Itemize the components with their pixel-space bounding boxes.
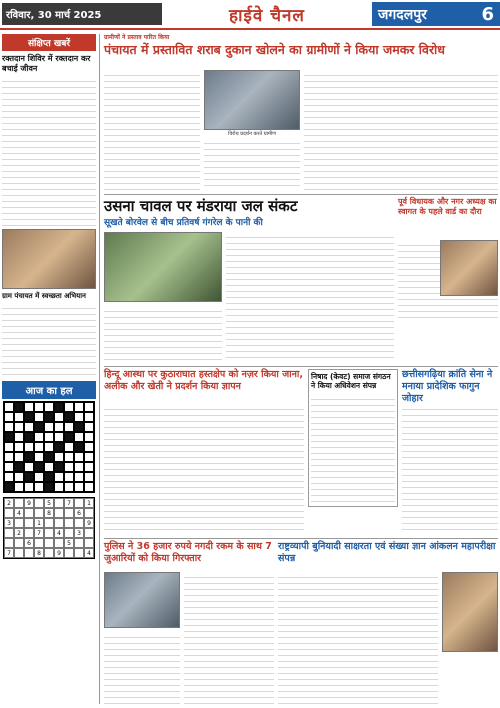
- crossword-cell: [24, 452, 34, 462]
- crossword-cell: [4, 442, 14, 452]
- crossword-cell: [14, 482, 24, 492]
- sudoku-cell: [54, 498, 64, 508]
- left-story-headline: रक्तदान शिविर में रक्तदान कर बचाई जीवन: [2, 54, 91, 73]
- fagun-story-text: [402, 404, 498, 534]
- crossword-cell: [14, 422, 24, 432]
- crossword-cell: [84, 422, 94, 432]
- sudoku-cell: 5: [44, 498, 54, 508]
- vidya-story: [278, 541, 498, 565]
- top-story-text-3: [304, 70, 498, 190]
- sudoku-cell: 7: [64, 498, 74, 508]
- sudoku-cell: [24, 518, 34, 528]
- water-story-text: [226, 232, 394, 362]
- crossword-cell: [54, 472, 64, 482]
- crossword-cell: [4, 472, 14, 482]
- crossword-cell: [74, 462, 84, 472]
- crossword-cell: [34, 482, 44, 492]
- crossword-cell: [54, 442, 64, 452]
- crossword-cell: [24, 462, 34, 472]
- sudoku-grid: [3, 497, 95, 559]
- crossword-grid: [3, 401, 95, 493]
- crossword-cell: [64, 422, 74, 432]
- sudoku-cell: 2: [14, 528, 24, 538]
- crossword-cell: [64, 452, 74, 462]
- water-story-subhead: सूखते बोरवेल से बीच प्रतिवर्ष गंगरेल के पानी की: [104, 217, 263, 228]
- crossword-cell: [44, 472, 54, 482]
- top-story-kicker: ग्रामीणों ने प्रस्ताव पारित किया: [104, 34, 170, 41]
- crossword-cell: [24, 442, 34, 452]
- crossword-cell: [44, 402, 54, 412]
- crossword-cell: [64, 442, 74, 452]
- sudoku-cell: [14, 548, 24, 558]
- crossword-cell: [4, 402, 14, 412]
- crossword-cell: [34, 452, 44, 462]
- mla-story-headline: पूर्व विधायक और नगर अध्यक्ष का स्वागत के पहले वार्ड का दौरा: [398, 197, 497, 216]
- sudoku-cell: [24, 528, 34, 538]
- crossword-cell: [64, 402, 74, 412]
- puzzle-section: [2, 381, 96, 559]
- sudoku-cell: 1: [34, 518, 44, 528]
- sudoku-cell: 4: [84, 548, 94, 558]
- sudoku-cell: [64, 528, 74, 538]
- sudoku-cell: [64, 548, 74, 558]
- sudoku-cell: [84, 508, 94, 518]
- crossword-cell: [34, 432, 44, 442]
- sudoku-cell: [34, 508, 44, 518]
- top-story-col2: [204, 70, 300, 190]
- masthead: [0, 0, 500, 30]
- box-story-headline: निषाद (केवट) समाज संगठन ने किया अधिवेशन संपन्न: [311, 372, 391, 391]
- top-story-text-2: [204, 138, 300, 190]
- crossword-cell: [84, 462, 94, 472]
- box-story: [308, 369, 398, 507]
- sudoku-cell: 6: [74, 508, 84, 518]
- sudoku-cell: [24, 548, 34, 558]
- crossword-cell: [44, 462, 54, 472]
- police-story-text: [184, 572, 274, 704]
- sudoku-cell: 2: [4, 498, 14, 508]
- left-story-body: [2, 76, 96, 226]
- crossword-cell: [74, 442, 84, 452]
- crossword-cell: [34, 462, 44, 472]
- sudoku-cell: 9: [24, 498, 34, 508]
- crossword-cell: [34, 402, 44, 412]
- crossword-cell: [14, 462, 24, 472]
- left-column: [2, 34, 100, 704]
- sudoku-cell: [74, 498, 84, 508]
- sudoku-cell: [64, 508, 74, 518]
- sudoku-cell: [24, 508, 34, 518]
- crossword-cell: [24, 482, 34, 492]
- sudoku-cell: [44, 518, 54, 528]
- crossword-cell: [24, 402, 34, 412]
- water-story-text-2: [104, 306, 222, 362]
- sudoku-cell: [4, 528, 14, 538]
- sudoku-cell: 5: [64, 538, 74, 548]
- crossword-cell: [84, 442, 94, 452]
- crossword-cell: [14, 452, 24, 462]
- crossword-cell: [74, 402, 84, 412]
- crossword-cell: [74, 432, 84, 442]
- crossword-cell: [64, 482, 74, 492]
- sudoku-cell: [44, 548, 54, 558]
- crossword-cell: [4, 422, 14, 432]
- top-story-col1: [104, 70, 200, 190]
- sudoku-cell: [84, 538, 94, 548]
- crossword-cell: [64, 472, 74, 482]
- sudoku-cell: [14, 518, 24, 528]
- crossword-cell: [74, 412, 84, 422]
- sudoku-cell: [14, 498, 24, 508]
- crime-story-headline: हिन्दू आस्था पर कुठाराघात हस्तक्षेप को नज़र किया जाना, अलीक और खेती ने प्रदर्शन किया ज्ञापन: [104, 369, 303, 392]
- police-story-headline: पुलिस ने 36 हजार रुपये नगदी रकम के साथ 7 जुआरियों को किया गिरफ्तार: [104, 541, 272, 564]
- crossword-cell: [34, 412, 44, 422]
- police-story-text-2: [104, 632, 180, 704]
- top-story-photo: [204, 70, 300, 130]
- crossword-cell: [14, 402, 24, 412]
- crossword-cell: [44, 442, 54, 452]
- sudoku-cell: 4: [14, 508, 24, 518]
- crossword-cell: [44, 452, 54, 462]
- crossword-cell: [84, 482, 94, 492]
- crossword-cell: [54, 412, 64, 422]
- water-story-headline: उसना चावल पर मंडराया जल संकट: [104, 197, 298, 215]
- crossword-cell: [4, 412, 14, 422]
- crossword-cell: [54, 482, 64, 492]
- crossword-cell: [54, 452, 64, 462]
- crossword-cell: [4, 452, 14, 462]
- sudoku-cell: [74, 538, 84, 548]
- edition-label: [372, 2, 500, 26]
- sudoku-cell: 4: [54, 528, 64, 538]
- crossword-cell: [24, 472, 34, 482]
- sudoku-cell: [54, 538, 64, 548]
- vidya-story-headline: राष्ट्रव्यापी बुनियादी साक्षरता एवं संख्या ज्ञान आंकलन महापरीक्षा संपन्न: [278, 541, 496, 564]
- sudoku-cell: [4, 508, 14, 518]
- sudoku-cell: 7: [34, 528, 44, 538]
- sudoku-cell: [74, 548, 84, 558]
- crime-story-text: [104, 404, 304, 534]
- sudoku-cell: [34, 538, 44, 548]
- sudoku-cell: 7: [4, 548, 14, 558]
- crossword-cell: [84, 402, 94, 412]
- crossword-cell: [84, 432, 94, 442]
- left-story-photo: [2, 229, 96, 289]
- sudoku-cell: [54, 508, 64, 518]
- crossword-cell: [4, 482, 14, 492]
- issue-date: रविवार, 30 मार्च 2025: [2, 3, 162, 25]
- sudoku-cell: 8: [44, 508, 54, 518]
- crossword-cell: [34, 442, 44, 452]
- police-story-photo: [104, 572, 180, 628]
- sudoku-cell: [74, 518, 84, 528]
- sudoku-cell: [44, 528, 54, 538]
- top-story-headline: पंचायत में प्रस्तावित शराब दुकान खोलने का ग्रामीणों ने किया जमकर विरोध: [104, 41, 445, 57]
- crossword-cell: [74, 482, 84, 492]
- crossword-cell: [44, 432, 54, 442]
- edition-city: जगदलपुर: [378, 6, 427, 23]
- fagun-story-headline: छत्तीसगढ़िया क्रांति सेना ने मनाया प्रादेशिक फागुन जोहार: [402, 369, 493, 404]
- crossword-cell: [44, 412, 54, 422]
- sudoku-cell: [44, 538, 54, 548]
- crossword-cell: [24, 422, 34, 432]
- crossword-cell: [74, 472, 84, 482]
- top-story-text-1: [104, 70, 200, 190]
- top-story: [104, 34, 498, 57]
- crossword-cell: [24, 432, 34, 442]
- top-story-caption: विरोध प्रदर्शन करते ग्रामीण: [228, 131, 276, 137]
- crossword-cell: [24, 412, 34, 422]
- sudoku-cell: [34, 498, 44, 508]
- sudoku-cell: [64, 518, 74, 528]
- crossword-cell: [34, 422, 44, 432]
- crossword-cell: [64, 432, 74, 442]
- police-story: [104, 541, 274, 565]
- crossword-cell: [44, 482, 54, 492]
- crime-story: [104, 369, 304, 393]
- crossword-cell: [14, 442, 24, 452]
- sudoku-cell: 9: [54, 548, 64, 558]
- sudoku-cell: [14, 538, 24, 548]
- sudoku-cell: [84, 528, 94, 538]
- sudoku-cell: 1: [84, 498, 94, 508]
- left-story2-body: [2, 303, 96, 378]
- vidya-story-photo: [442, 572, 498, 652]
- crossword-cell: [74, 452, 84, 462]
- newspaper-name: हाईवे चैनल: [229, 5, 305, 26]
- sudoku-cell: [4, 538, 14, 548]
- section-title: संक्षिप्त खबरें: [2, 34, 96, 51]
- box-story-text: [311, 394, 395, 504]
- crossword-cell: [14, 432, 24, 442]
- crossword-cell: [44, 422, 54, 432]
- page-number: 6: [481, 3, 494, 25]
- crossword-cell: [14, 472, 24, 482]
- crossword-cell: [84, 452, 94, 462]
- sudoku-cell: [54, 518, 64, 528]
- left-story2-headline: ग्राम पंचायत में स्वच्छता अभियान: [2, 292, 86, 300]
- crossword-cell: [64, 462, 74, 472]
- crossword-cell: [64, 412, 74, 422]
- water-story-photo: [104, 232, 222, 302]
- sudoku-cell: 9: [84, 518, 94, 528]
- crossword-cell: [54, 422, 64, 432]
- crossword-cell: [14, 412, 24, 422]
- mla-story-photo: [440, 240, 498, 296]
- crossword-cell: [54, 432, 64, 442]
- crossword-cell: [34, 472, 44, 482]
- water-story: [104, 197, 394, 229]
- crossword-cell: [54, 462, 64, 472]
- crossword-cell: [84, 472, 94, 482]
- crossword-cell: [4, 432, 14, 442]
- fagun-story: [402, 369, 498, 405]
- sudoku-cell: 3: [4, 518, 14, 528]
- puzzle-title: आज का हल: [2, 381, 96, 399]
- crossword-cell: [74, 422, 84, 432]
- crossword-cell: [4, 462, 14, 472]
- vidya-story-text: [278, 572, 438, 704]
- sudoku-cell: 3: [74, 528, 84, 538]
- crossword-cell: [54, 402, 64, 412]
- sudoku-cell: 6: [24, 538, 34, 548]
- sudoku-cell: 8: [34, 548, 44, 558]
- crossword-cell: [84, 412, 94, 422]
- mla-story: [398, 197, 498, 217]
